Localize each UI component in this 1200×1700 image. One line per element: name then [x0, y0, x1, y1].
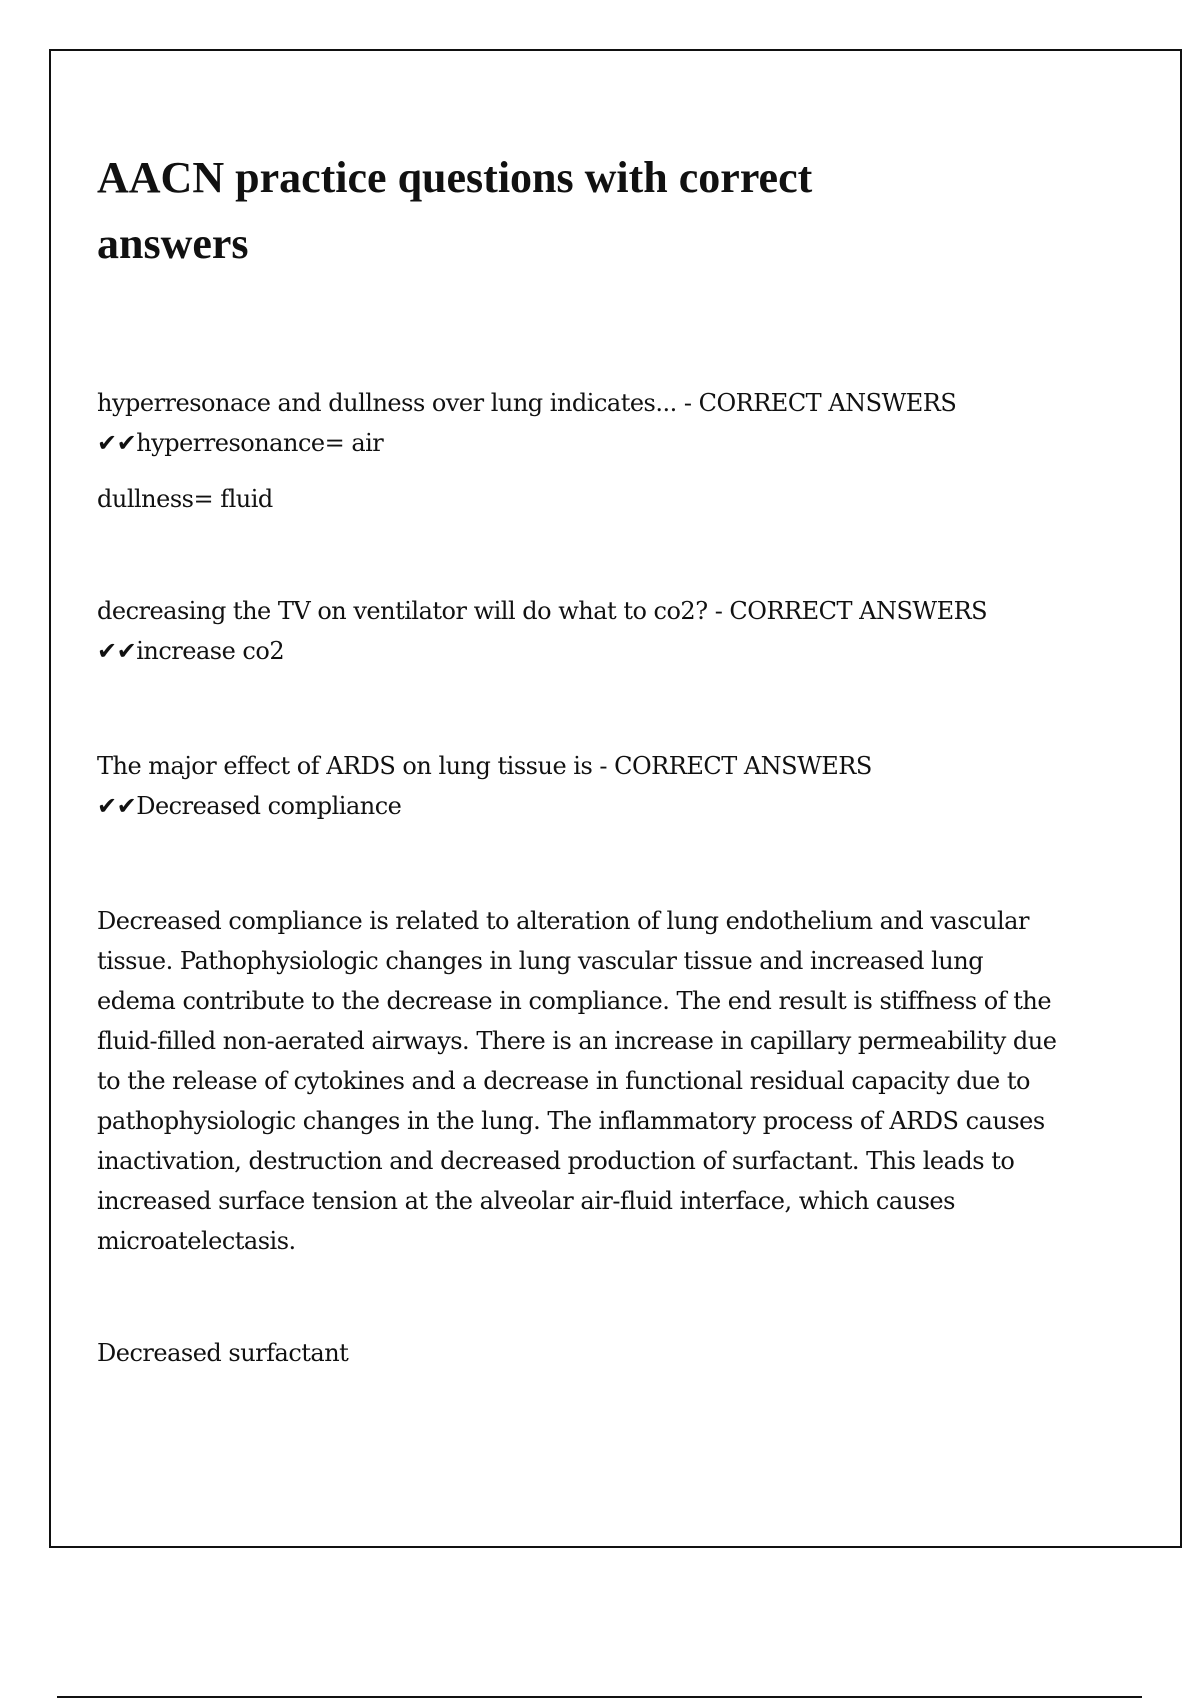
question-3 — [97, 746, 1057, 826]
footer-rule — [57, 1696, 1142, 1698]
answer-3-text: Decreased compliance — [136, 792, 402, 820]
double-check-icon: ✔✔ — [97, 637, 137, 665]
double-check-icon: ✔✔ — [97, 429, 137, 457]
document-body — [97, 145, 1057, 1373]
question-1-text: hyperresonace and dullness over lung indicates... - CORRECT ANSWERS — [97, 389, 957, 417]
question-2-text: decreasing the TV on ventilator will do what to co2? - CORRECT ANSWERS — [97, 597, 988, 625]
answer-3-followup: Decreased surfactant — [97, 1339, 349, 1367]
answer-1-extra: dullness= fluid — [97, 485, 273, 513]
answer-3-explanation: Decreased compliance is related to alteration of lung endothelium and vascular tissue. Pathophysiologic changes in lung vascular tissue and increased lung edema contribute to the decrease in compliance. The end result is stiffness of the fluid-filled non-aerated airways. There is an increase in capillary permeability due to the release of cytokines and a decrease in functional residual capacity due to pathophysiologic changes in the lung. The inflammatory process of ARDS causes inactivation, destruction and decreased production of surfactant. This leads to increased surface tension at the alveolar air-fluid interface, which causes microatelectasis. — [97, 907, 1057, 1255]
answer-2-text: increase co2 — [136, 637, 285, 665]
question-2 — [97, 591, 1057, 671]
document-title: AACN practice questions with correct answers — [97, 153, 813, 268]
question-1 — [97, 383, 1057, 463]
answer-1-text: hyperresonance= air — [136, 429, 384, 457]
question-3-text: The major effect of ARDS on lung tissue is - CORRECT ANSWERS — [97, 752, 872, 780]
double-check-icon: ✔✔ — [97, 792, 137, 820]
